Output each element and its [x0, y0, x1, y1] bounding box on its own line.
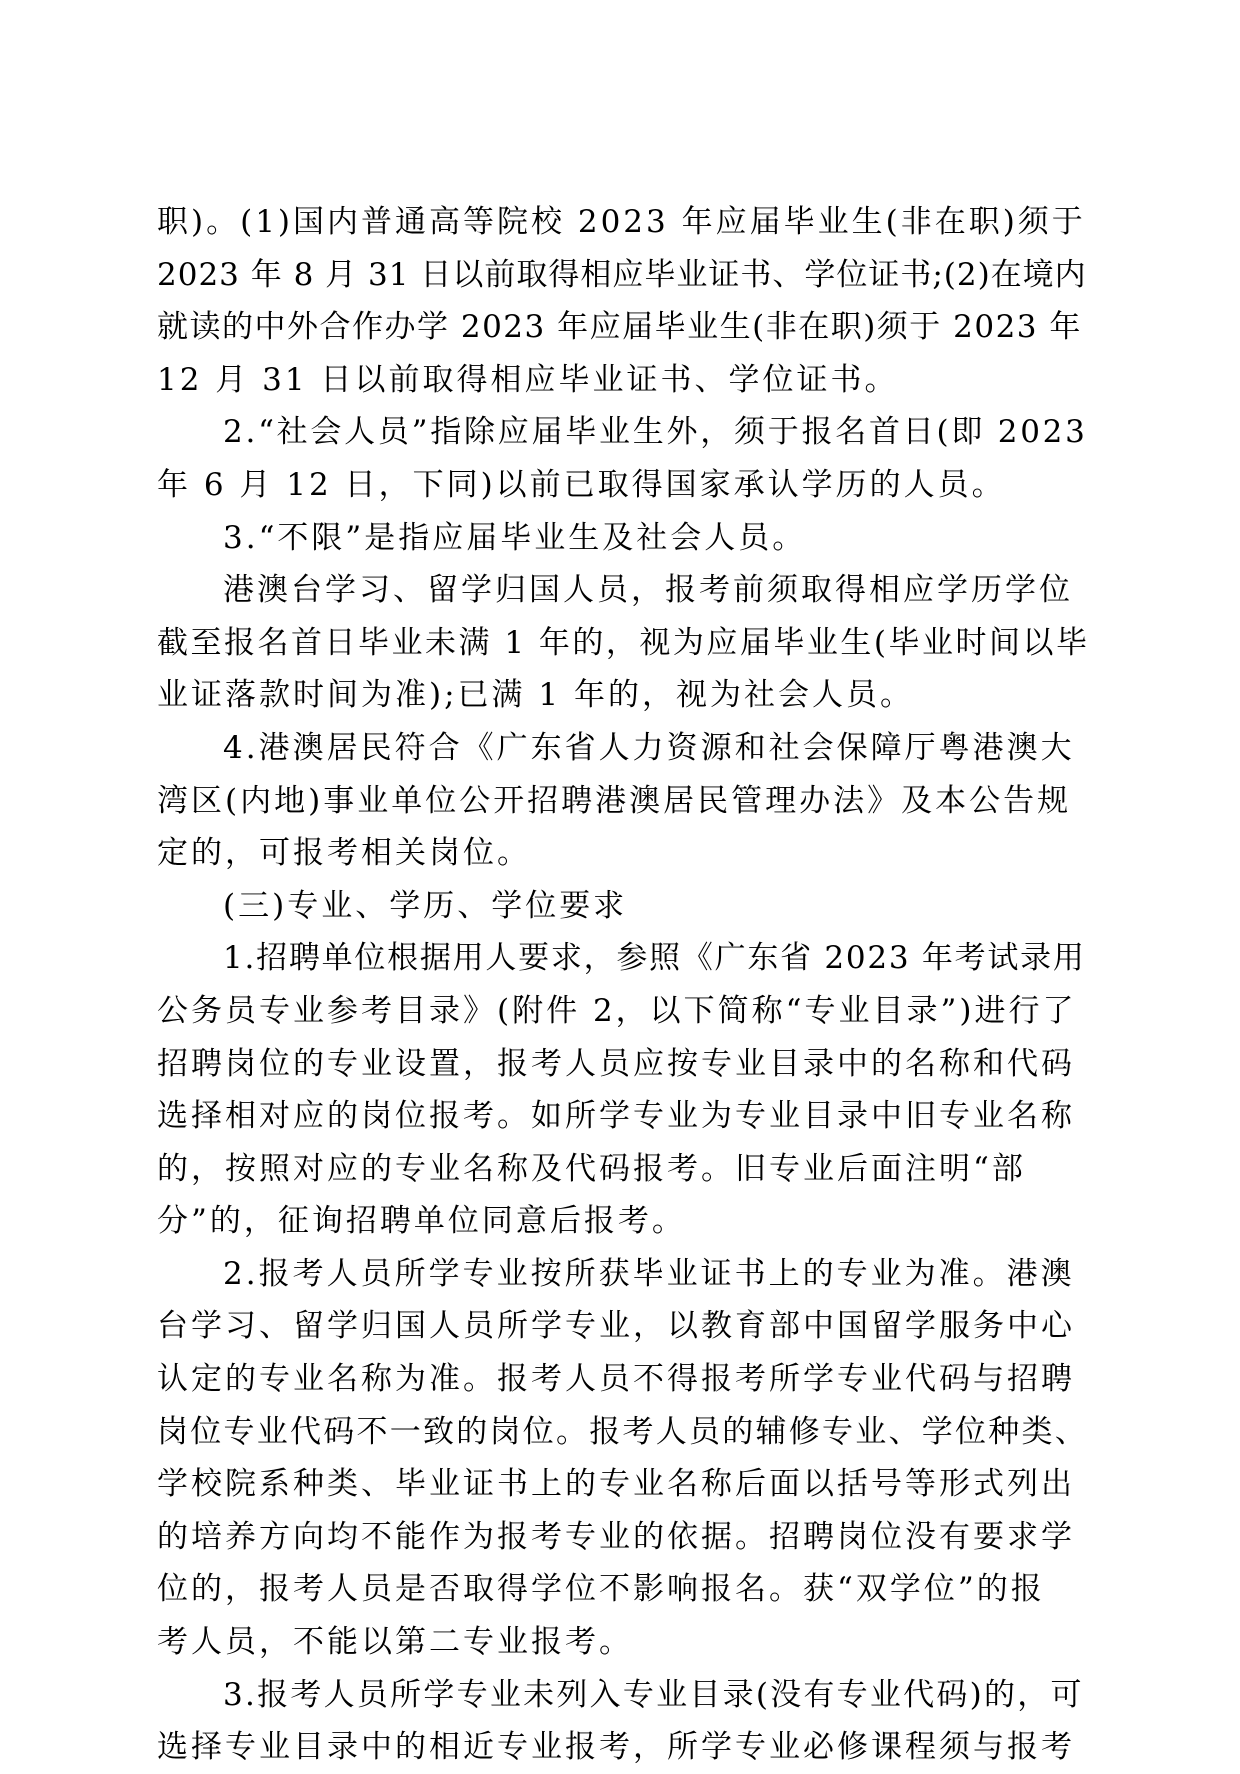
text-line: 年 6 月 12 日，下同)以前已取得国家承认学历的人员。 — [157, 466, 1006, 503]
text-line: 选择相对应的岗位报考。如所学专业为专业目录中旧专业名称 — [157, 1098, 1075, 1135]
text-line: 位的，报考人员是否取得学位不影响报名。获“双学位”的报 — [157, 1571, 1045, 1608]
text-line: 职)。(1)国内普通高等院校 2023 年应届毕业生(非在职)须于 — [157, 204, 1086, 240]
text-line: 考人员，不能以第二专业报考。 — [157, 1624, 633, 1661]
paragraph-first-line: 2.“社会人员”指除应届毕业生外，须于报名首日(即 2023 — [223, 414, 1088, 451]
text-line: 公务员专业参考目录》(附件 2，以下简称“专业目录”)进行了 — [157, 992, 1077, 1029]
paragraph-first-line: 4.港澳居民符合《广东省人力资源和社会保障厅粤港澳大 — [223, 729, 1075, 766]
document-body — [157, 196, 1089, 1774]
text-line: 的培养方向均不能作为报考专业的依据。招聘岗位没有要求学 — [157, 1518, 1075, 1555]
text-line: 2023 年 8 月 31 日以前取得相应毕业证书、学位证书;(2)在境内 — [157, 256, 1087, 293]
text-line: 选择专业目录中的相近专业报考，所学专业必修课程须与报考 — [157, 1729, 1075, 1766]
text-line: 岗位专业代码不一致的岗位。报考人员的辅修专业、学位种类、 — [157, 1413, 1088, 1450]
text-line: 业证落款时间为准);已满 1 年的，视为社会人员。 — [157, 677, 914, 714]
text-line: 就读的中外合作办学 2023 年应届毕业生(非在职)须于 2023 年 — [157, 309, 1082, 346]
text-line: 台学习、留学归国人员所学专业，以教育部中国留学服务中心 — [157, 1308, 1075, 1345]
text-line: 学校院系种类、毕业证书上的专业名称后面以括号等形式列出 — [157, 1466, 1075, 1503]
paragraph-first-line: 1.招聘单位根据用人要求，参照《广东省 2023 年考试录用 — [223, 940, 1086, 977]
text-line: 招聘岗位的专业设置，报考人员应按专业目录中的名称和代码 — [157, 1045, 1075, 1082]
text-line: 认定的专业名称为准。报考人员不得报考所学专业代码与招聘 — [157, 1361, 1075, 1398]
paragraph-first-line: (三)专业、学历、学位要求 — [223, 887, 628, 924]
text-line: 截至报名首日毕业未满 1 年的，视为应届毕业生(毕业时间以毕 — [157, 624, 1090, 661]
paragraph-first-line: 3.报考人员所学专业未列入专业目录(没有专业代码)的，可 — [223, 1676, 1084, 1713]
text-line: 定的，可报考相关岗位。 — [157, 835, 531, 872]
paragraph-first-line: 港澳台学习、留学归国人员，报考前须取得相应学历学位 — [223, 572, 1073, 609]
text-line: 的，按照对应的专业名称及代码报考。旧专业后面注明“部 — [157, 1150, 1026, 1187]
paragraph-first-line: 2.报考人员所学专业按所获毕业证书上的专业为准。港澳 — [223, 1255, 1075, 1292]
text-line: 湾区(内地)事业单位公开招聘港澳居民管理办法》及本公告规 — [157, 782, 1072, 819]
paragraph-first-line: 3.“不限”是指应届毕业生及社会人员。 — [223, 519, 807, 556]
text-line: 12 月 31 日以前取得相应毕业证书、学位证书。 — [157, 361, 899, 398]
text-line: 分”的，征询招聘单位同意后报考。 — [157, 1203, 686, 1240]
